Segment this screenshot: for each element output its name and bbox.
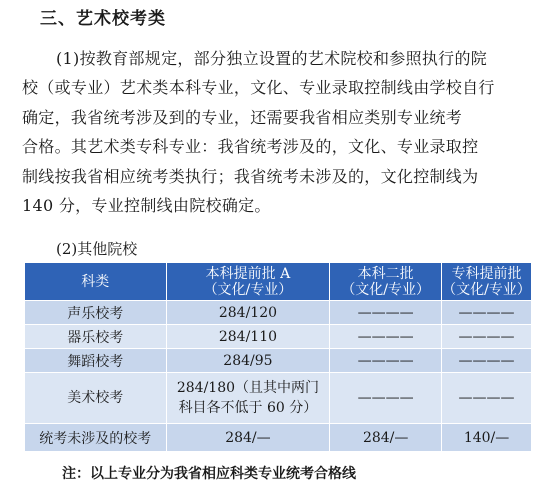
header-college-early: 专科提前批 （文化/专业） [442, 263, 532, 301]
paragraph-line: 合格。其艺术类专科专业：我省统考涉及的，文化、专业录取控 [22, 137, 479, 157]
cell-undergrad-second: ———— [330, 301, 442, 325]
row-name: 美术校考 [25, 373, 167, 424]
table-row [25, 301, 532, 325]
paragraph-line: 校（或专业）艺术类本科专业，文化、专业录取控制线由学校自行 [22, 78, 495, 98]
table-header-row [25, 263, 532, 301]
paragraph-line: (1)按教育部规定，部分独立设置的艺术院校和参照执行的院 [56, 49, 488, 68]
cell-college-early: ———— [442, 349, 532, 373]
row-name: 舞蹈校考 [25, 349, 167, 373]
cell-undergrad-second: ———— [330, 349, 442, 373]
paragraph-line: 140 分，专业控制线由院校确定。 [22, 196, 271, 216]
cell-undergrad-early-a: 284/— [166, 424, 330, 452]
score-table [24, 262, 532, 452]
cell-college-early: ———— [442, 325, 532, 349]
cell-college-early: ———— [442, 373, 532, 424]
table-row [25, 373, 532, 424]
row-name: 器乐校考 [25, 325, 167, 349]
table-row [25, 325, 532, 349]
subheading: (2)其他院校 [56, 240, 138, 258]
cell-undergrad-second: 284/— [330, 424, 442, 452]
policy-paragraph [22, 44, 530, 220]
section-heading: 三、艺术校考类 [40, 9, 166, 29]
paragraph-line: 制线按我省相应统考类执行；我省统考未涉及的，文化控制线为 [22, 166, 479, 186]
table-row [25, 424, 532, 452]
footnote: 注：以上专业分为我省相应科类专业统考合格线 [62, 466, 356, 482]
cell-undergrad-early-a: 284/95 [166, 349, 330, 373]
cell-undergrad-early-a: 284/120 [166, 301, 330, 325]
cell-college-early: ———— [442, 301, 532, 325]
header-undergrad-early-a: 本科提前批 A （文化/专业） [166, 263, 330, 301]
table-row [25, 349, 532, 373]
cell-undergrad-second: ———— [330, 373, 442, 424]
cell-undergrad-early-a: 284/110 [166, 325, 330, 349]
cell-college-early: 140/— [442, 424, 532, 452]
header-undergrad-second: 本科二批 （文化/专业） [330, 263, 442, 301]
paragraph-line: 确定，我省统考涉及到的专业，还需要我省相应类别专业统考 [22, 107, 463, 127]
cell-undergrad-early-a: 284/180（且其中两门 科目各不低于 60 分） [166, 373, 330, 424]
row-name: 统考未涉及的校考 [25, 424, 167, 452]
row-name: 声乐校考 [25, 301, 167, 325]
header-category: 科类 [25, 263, 167, 301]
cell-undergrad-second: ———— [330, 325, 442, 349]
